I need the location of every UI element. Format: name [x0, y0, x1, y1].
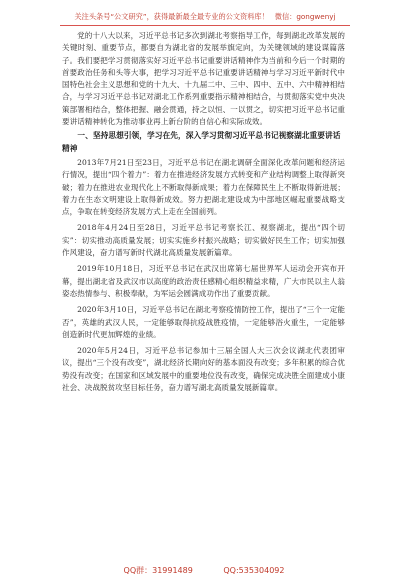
- body-paragraph: 2019年10月18日，习近平总书记在武汉出席第七届世界军人运动会开宾布开幕，提出湖北省及武汉市以高度的政治责任感精心组织精益求精，广大市民以主人翁姿态热情参与、积极奉献，为军运会圆满成功作出了重要贡献。: [62, 264, 345, 298]
- footer-qq: QQ:535304092: [223, 566, 285, 575]
- body-paragraph: 2020年5月24日，习近平总书记参加十三届全国人大三次会议湖北代表团审议，提出“三个没有改变”，湖北经济长期向好的基本面没有改变；多年积累的综合优势没有改变；在国家和区域发展中的重要地位没有改变，确保完成决胜全面建成小康社会、决战脱贫攻坚目标任务，奋力谱写湖北高质量发展新篇章。: [62, 346, 345, 393]
- intro-paragraph: 党的十八大以来，习近平总书记多次到湖北考察指导工作，每到湖北改革发展的关键时刻、重要节点，都要自为湖北省的发展举旗定向，为关键领域的建设谋篇落子。我们要把学习贯彻落实好习近平总书记重要讲话精神作为当前和今后一个时期的首要政治任务和头等大事，把学习习近平总书记重要讲话精神与学习习近平新时代中国特色社会主义思想和党的十九大、十九届二中、三中、四中、五中、六中精神相结合，与学习习近平总书记对湖北工作系列重要指示精神相结合，与贯彻落实党中央决策部署相结合，整体把握、融会贯通，持之以恒、一以贯之，切实把习近平总书记重要讲话精神转化为推动事业再上新台阶的自信心和实际成效。: [62, 31, 345, 127]
- body-paragraph: 2018年4月24日至28日，习近平总书记考察长江、视察湖北，提出“四个切实”：切实推动高质量发展；切实实施乡村振兴战略；切实做好民生工作；切实加强作风建设，奋力谱写新时代湖北高质量发展新篇章。: [62, 223, 345, 258]
- section-heading: 一、坚持思想引领，学习在先，深入学习贯彻习近平总书记视察湖北重要讲话精神: [62, 131, 341, 153]
- body-paragraph: 2013年7月21日至23日，习近平总书记在湖北调研全面深化改革问题和经济运行情况，提出“四个着力”：着力在推进经济发展方式转变和产业结构调整上取得新突破；着力在推进农业现代化上不断取得新成果；着力在保障民生上不断取得新进展；着力在生态文明建设上取得新成效。努力把湖北建设成为中部地区崛起重要战略支点，争取在转变经济发展方式上走在全国前列。: [62, 157, 345, 217]
- body-paragraph: 2020年3月10日，习近平总书记在湖北考察疫情防控工作，提出了“三个一定能否”，英雄的武汉人民，一定能够取得抗疫战胜疫情，一定能够浴火重生，一定能够创造新时代更加辉煌的业绩。: [62, 305, 345, 339]
- banner-promo-text: 关注头条号“公文研究”，获得最新最全最专业的公文资料库！: [74, 12, 269, 21]
- top-banner: [40, 12, 370, 21]
- footer: [0, 565, 408, 576]
- footer-qq-group: QQ群：31991489: [123, 566, 193, 575]
- banner-wechat-text: 微信：gongwenyj: [274, 12, 336, 21]
- document-body: [62, 30, 345, 394]
- header-divider: [60, 25, 350, 26]
